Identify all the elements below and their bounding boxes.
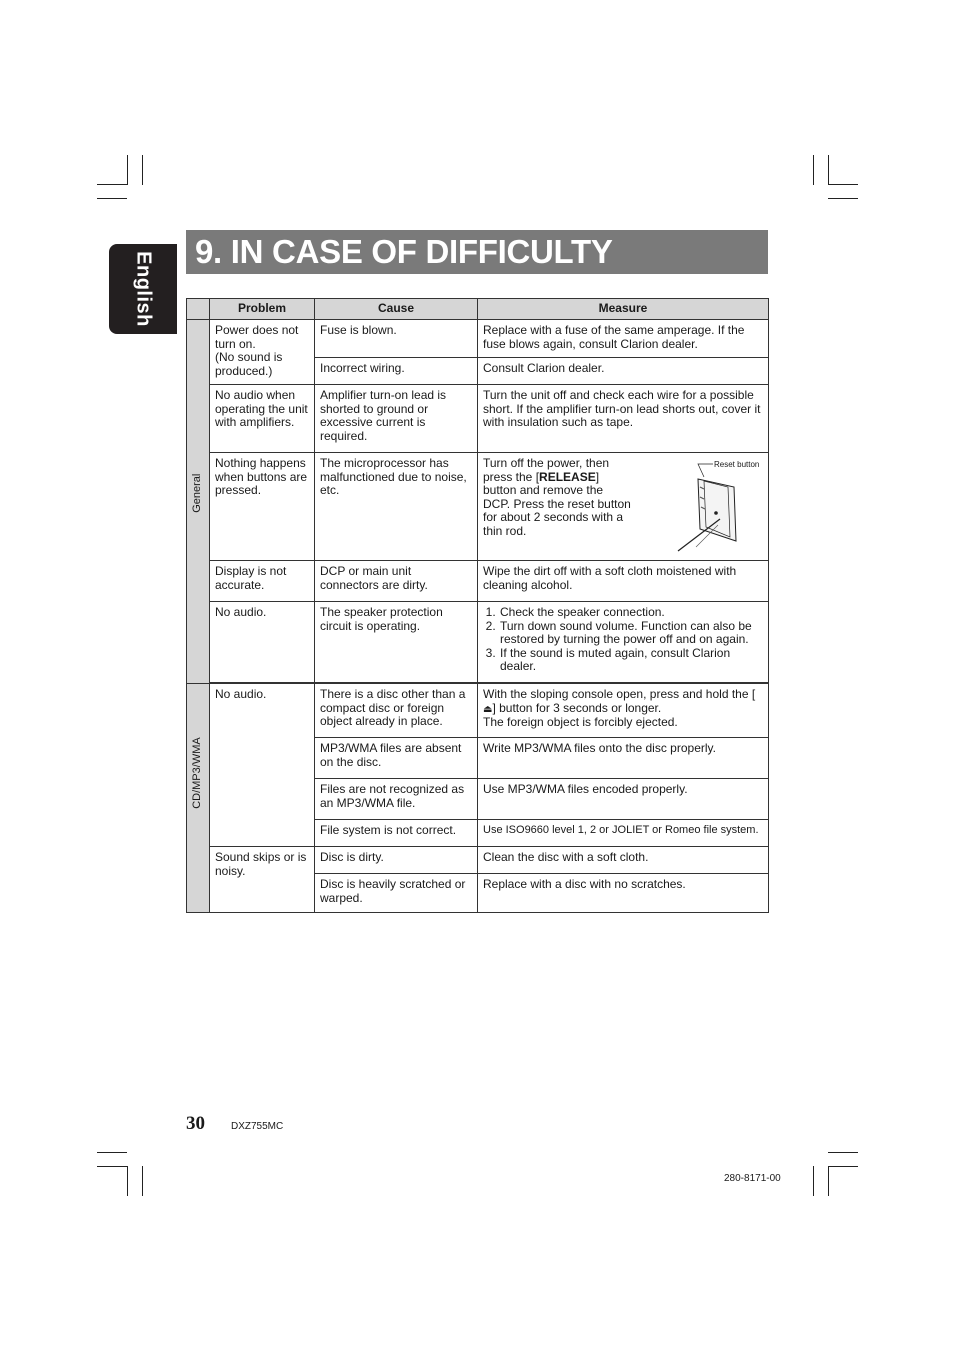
crop-mark: [97, 184, 127, 185]
category-general: [187, 320, 210, 684]
measure-cell: Clean the disc with a soft cloth.: [478, 847, 769, 874]
measure-text: The foreign object is forcibly ejected.: [483, 715, 678, 730]
measure-cell: Replace with a fuse of the same amperage. If the fuse blows again, consult Clarion dealer.: [478, 320, 769, 358]
crop-mark: [828, 1166, 858, 1167]
measure-cell: [478, 453, 769, 561]
crop-mark: [97, 198, 127, 199]
problem-text: Power does not turn on.: [215, 323, 299, 351]
crop-mark: [127, 1166, 128, 1196]
measure-cell: [478, 602, 769, 683]
measure-cell: Replace with a disc with no scratches.: [478, 874, 769, 913]
page-number: 30: [186, 1113, 205, 1134]
list-item: 1. Check the speaker connection.: [499, 606, 763, 620]
language-tab: [109, 244, 177, 334]
table-row: [187, 602, 769, 683]
measure-cell: Wipe the dirt off with a soft cloth moistened with cleaning alcohol.: [478, 561, 769, 602]
cause-cell: The microprocessor has malfunctioned due to noise, etc.: [315, 453, 478, 561]
category-cd-mp3-wma: [187, 684, 210, 913]
crop-mark: [127, 155, 128, 185]
measure-list: [483, 606, 763, 674]
cause-cell: DCP or main unit connectors are dirty.: [315, 561, 478, 602]
cause-cell: There is a disc other than a compact disc or foreign object already in place.: [315, 684, 478, 738]
cause-cell: Files are not recognized as an MP3/WMA file.: [315, 779, 478, 820]
category-label: CD/MP3/WMA: [191, 737, 204, 809]
reset-button-figure: [676, 457, 764, 553]
header-blank: [187, 299, 210, 320]
measure-text: Turn off the power, then press the [: [483, 456, 610, 484]
title-bar: [186, 230, 768, 274]
header-problem: Problem: [210, 299, 315, 320]
table-row: [187, 320, 769, 358]
crop-mark: [828, 1152, 858, 1153]
release-label: RELEASE: [539, 469, 596, 484]
cause-cell: Fuse is blown.: [315, 320, 478, 358]
measure-text: With the sloping console open, press and hold the [: [483, 687, 756, 701]
measure-cell: Use MP3/WMA files encoded properly.: [478, 779, 769, 820]
problem-cell: No audio.: [210, 684, 315, 847]
problem-cell: No audio when operating the unit with amplifiers.: [210, 385, 315, 453]
crop-mark: [97, 1152, 127, 1153]
table-row: [187, 847, 769, 874]
cause-cell: Amplifier turn-on lead is shorted to ground or excessive current is required.: [315, 385, 478, 453]
document-code: 280-8171-00: [724, 1173, 781, 1184]
crop-mark: [813, 1166, 814, 1196]
crop-mark: [97, 1166, 127, 1167]
problem-note: (No sound is produced.): [215, 350, 283, 378]
table-header-row: [187, 299, 769, 320]
crop-mark: [142, 155, 143, 185]
measure-cell: [478, 684, 769, 738]
problem-cell: Nothing happens when buttons are pressed.: [210, 453, 315, 561]
list-item: 2. Turn down sound volume. Function can also be restored by turning the power off and on again.: [499, 620, 763, 647]
measure-cell: Consult Clarion dealer.: [478, 358, 769, 385]
cause-cell: Incorrect wiring.: [315, 358, 478, 385]
table-row: [187, 453, 769, 561]
model-number: DXZ755MC: [231, 1121, 284, 1132]
troubleshooting-table: [186, 298, 769, 913]
problem-cell: No audio.: [210, 602, 315, 683]
list-item: 3. If the sound is muted again, consult Clarion dealer.: [499, 647, 763, 674]
crop-mark: [142, 1166, 143, 1196]
table-row: [187, 385, 769, 453]
page-title: 9. IN CASE OF DIFFICULTY: [195, 233, 613, 270]
measure-cell: Turn the unit off and check each wire for a possible short. If the amplifier turn-on lead shorts out, cover it with insulation such as tape.: [478, 385, 769, 453]
reset-instructions: [483, 457, 633, 539]
cause-cell: File system is not correct.: [315, 820, 478, 847]
cause-cell: Disc is heavily scratched or warped.: [315, 874, 478, 913]
header-measure: Measure: [478, 299, 769, 320]
measure-cell: Write MP3/WMA files onto the disc properly.: [478, 738, 769, 779]
header-cause: Cause: [315, 299, 478, 320]
measure-text: ] button and remove the DCP. Press the reset button for about 2 seconds with a thin rod.: [483, 469, 631, 538]
problem-cell: Display is not accurate.: [210, 561, 315, 602]
language-tab-label: English: [132, 251, 155, 327]
cause-cell: Disc is dirty.: [315, 847, 478, 874]
crop-mark: [828, 1166, 829, 1196]
figure-label: Reset button: [714, 460, 760, 469]
eject-icon: ⏏: [483, 703, 493, 715]
table-row: [187, 684, 769, 738]
crop-mark: [813, 155, 814, 185]
problem-cell: [210, 320, 315, 385]
crop-mark: [828, 155, 829, 185]
crop-mark: [828, 184, 858, 185]
problem-cell: Sound skips or is noisy.: [210, 847, 315, 913]
cause-cell: MP3/WMA files are absent on the disc.: [315, 738, 478, 779]
measure-cell: Use ISO9660 level 1, 2 or JOLIET or Romeo file system.: [478, 820, 769, 847]
cause-cell: The speaker protection circuit is operating.: [315, 602, 478, 683]
category-label: General: [191, 473, 204, 513]
table-row: [187, 561, 769, 602]
crop-mark: [828, 198, 858, 199]
measure-text: ] button for 3 seconds or longer.: [492, 700, 662, 715]
